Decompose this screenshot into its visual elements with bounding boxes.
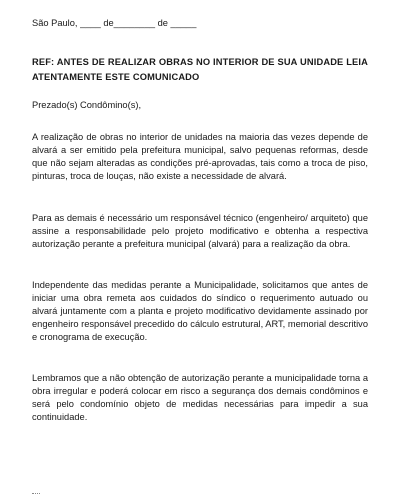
paragraph-1: A realização de obras no interior de unidades na maioria das vezes depende de alvará a ser emitido pela prefeitura municipal, salvo pequenas reformas, desde que não sejam alteradas as condições pré-aprovadas, tais como a troca de piso, pinturas, troca de louças, não existe a necessidade de alvará. [32,132,368,181]
reference-heading: REF: ANTES DE REALIZAR OBRAS NO INTERIOR DE SUA UNIDADE LEIA ATENTAMENTE ESTE COMUNICADO [32,57,368,82]
date-line: São Paulo, ____ de________ de _____ [32,18,197,28]
paragraph-4: Lembramos que a não obtenção de autorização perante a municipalidade torna a obra irregular e poderá colocar em risco a segurança dos demais condôminos e será pelo condomínio objeto de medidas necessárias para impedir a sua continuidade. [32,373,368,422]
paragraph-2: Para as demais é necessário um responsável técnico (engenheiro/ arquiteto) que assine a responsabilidade pelo projeto modificativo e obtenha a respectiva autorização perante a prefeitura municipal (alvará) para a realização da obra. [32,213,368,249]
page-footer-mark [32,493,40,497]
greeting: Prezado(s) Condômino(s), [32,100,142,110]
paragraph-3: Independente das medidas perante a Municipalidade, solicitamos que antes de iniciar uma obra remeta aos cuidados do síndico o requerimento autuado ou alvará juntamente com a planta e projeto modificativo devidamente assinado por engenheiro responsável precedido do cálculo estrutural, ART, memorial descritivo e cronograma de execução. [32,280,368,342]
